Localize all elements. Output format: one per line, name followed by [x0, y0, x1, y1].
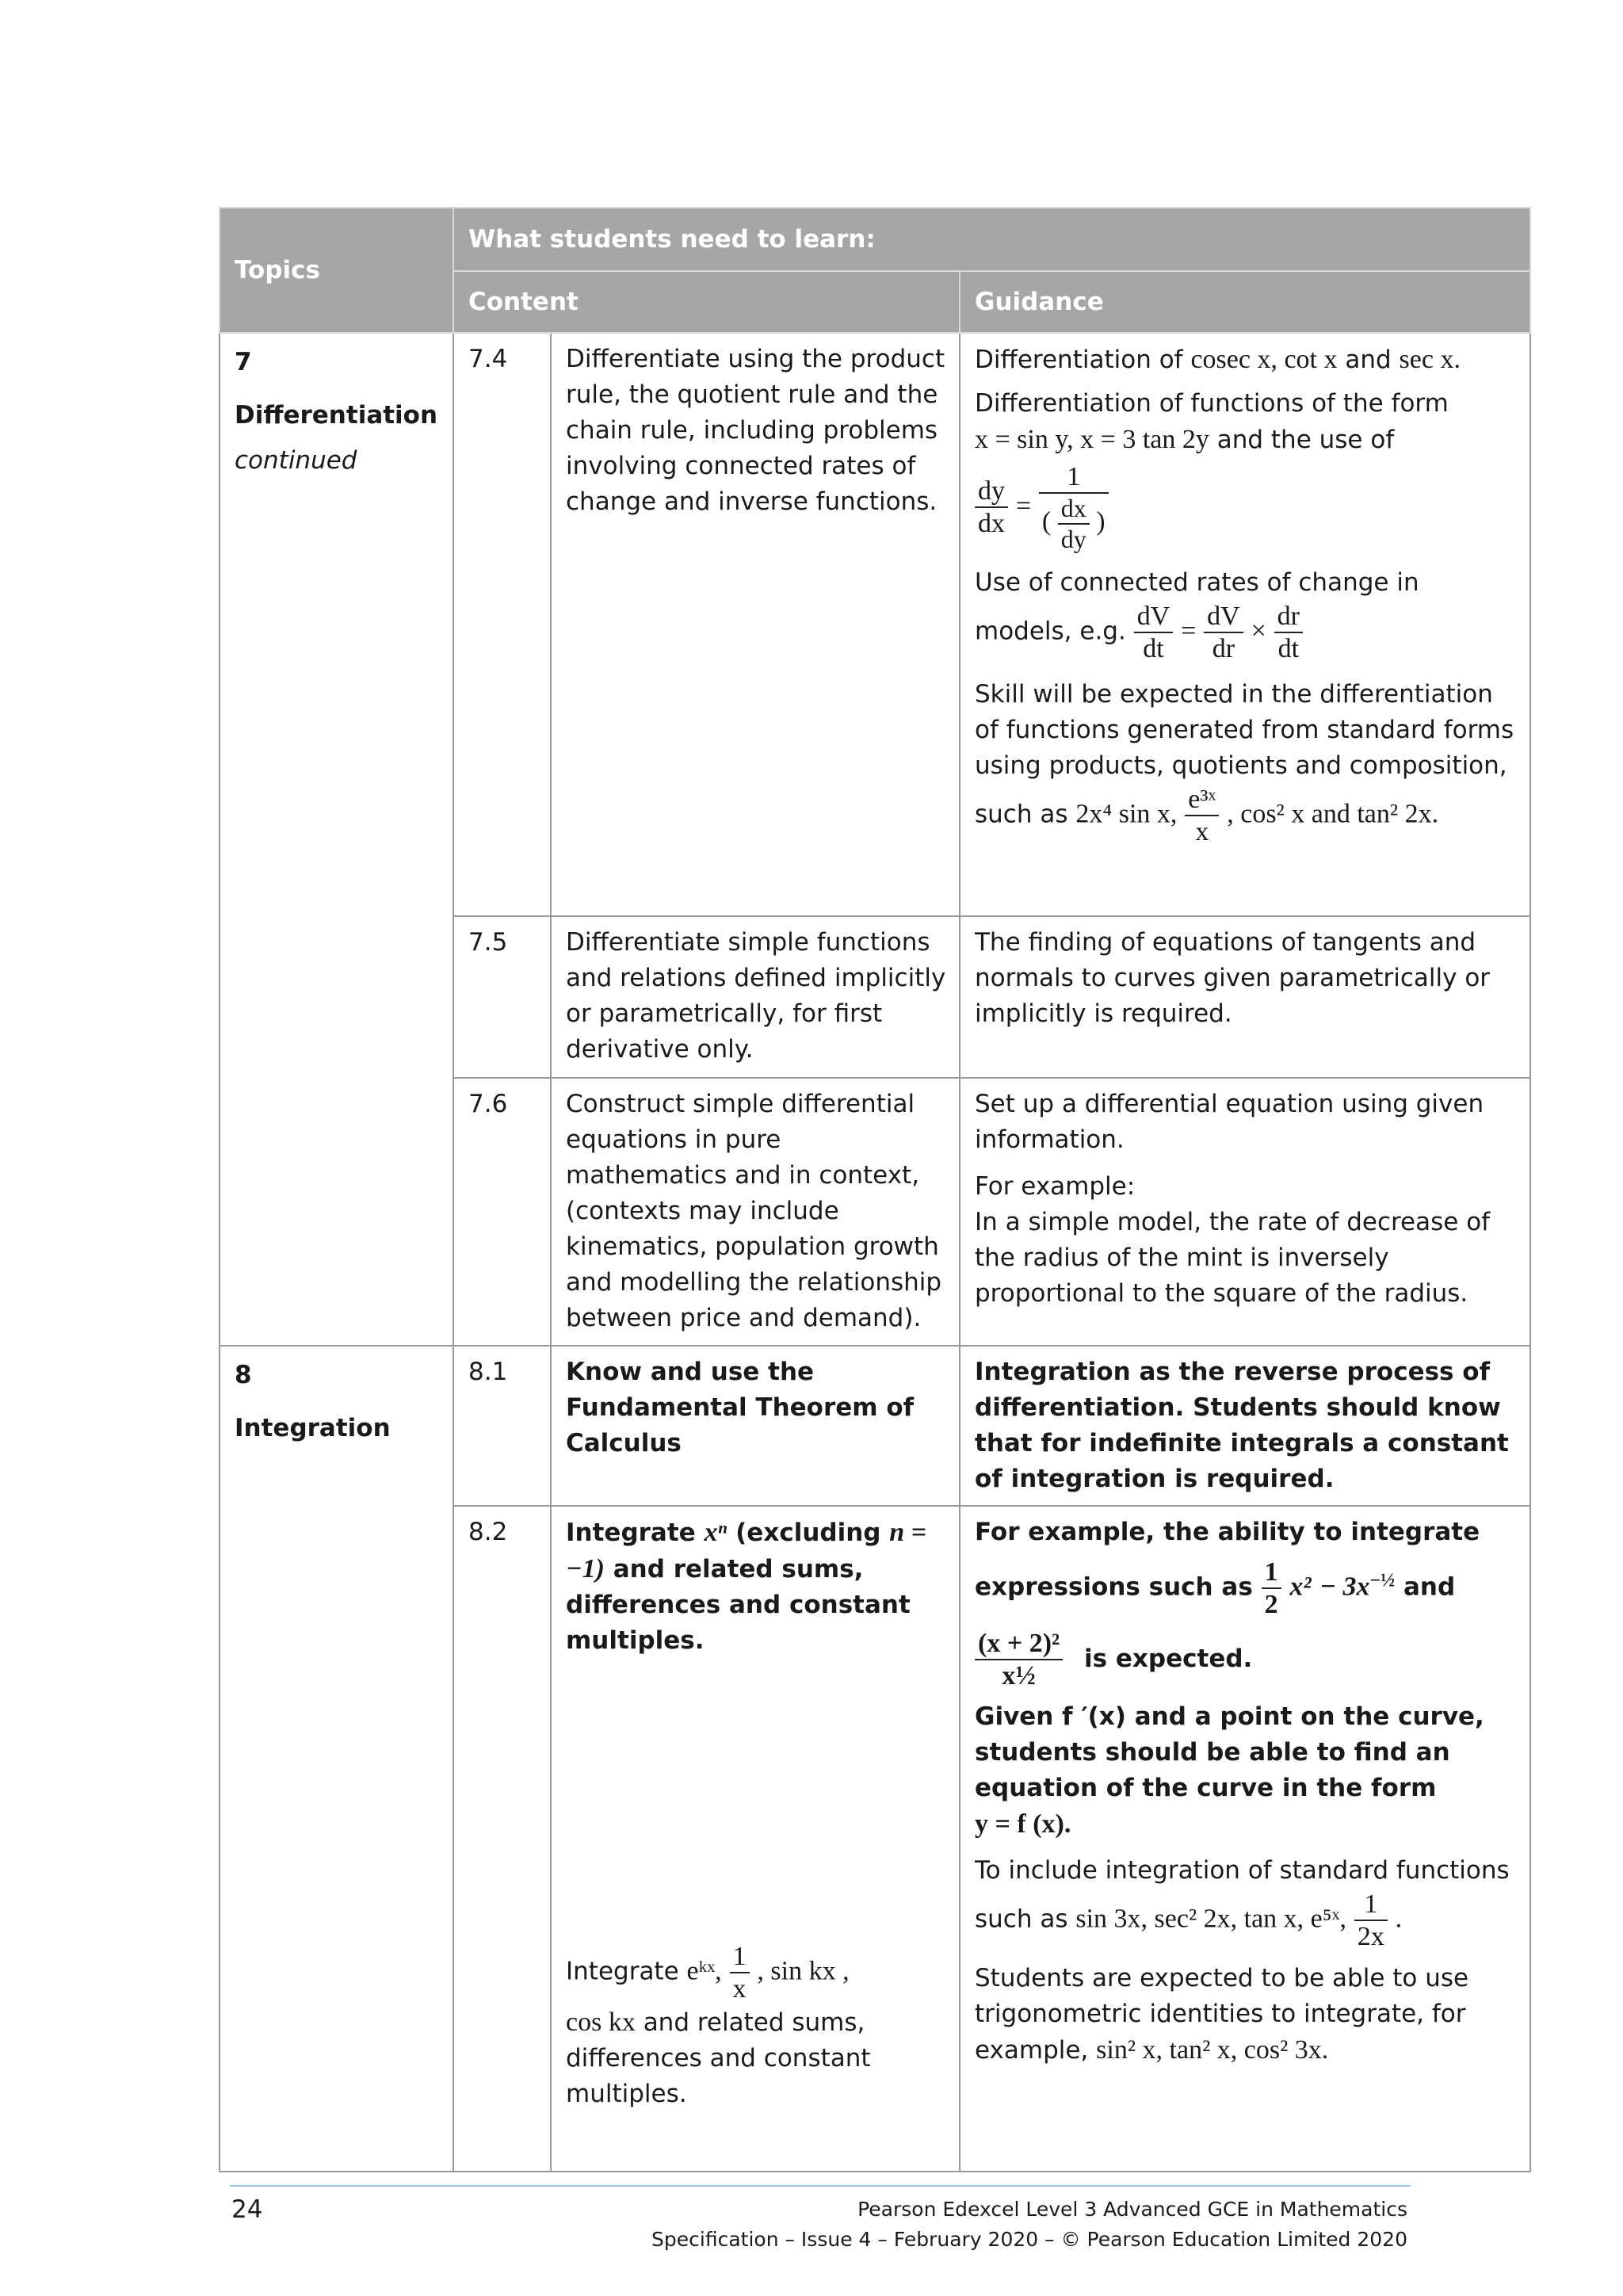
- guidance-7-5: The finding of equations of tangents and normals to curves given parametrically or implicitly is required.: [960, 916, 1530, 1078]
- footer-title: Pearson Edexcel Level 3 Advanced GCE in Mathematics: [857, 2198, 1407, 2221]
- standard-integrals-examples: such as sin 3x, sec² 2x, tan x, e⁵ˣ, $\frac{1}{2x}$ .: [975, 1889, 1403, 1952]
- topic-number: 8: [235, 1361, 252, 1389]
- content-7-4: Differentiate using the product rule, the quotient rule and the chain rule, including problems involving connected rates of change and inverse functions.: [551, 333, 960, 916]
- row-number-7-5: 7.5: [453, 916, 551, 1078]
- row-number-7-4: 7.4: [453, 333, 551, 916]
- topic-differentiation: [220, 333, 453, 1346]
- page-number: 24: [231, 2195, 263, 2224]
- integrate-standard-functions: Integrate eᵏˣ, $\frac{1}{x}$ , sin kx , cos kx and related sums, differences and constant multiples.: [566, 1942, 871, 2109]
- row-number-8-2: 8.2: [453, 1506, 551, 2172]
- header-guidance: Guidance: [960, 271, 1530, 333]
- topic-subtitle: continued: [235, 446, 357, 475]
- topic-integration: [220, 1346, 453, 2172]
- inverse-derivative-formula: $\frac{dy}{dx}$ = 1 ( $\frac{dx}{dy}$ ): [975, 461, 1518, 554]
- content-8-2: Integrate xⁿ (excluding n = −1) and related sums, differences and constant multiples. Integrate eᵏˣ, $\frac{1}{x}$ , sin kx , cos kx and related sums, differences and constant multiples.: [551, 1506, 960, 2172]
- header-topics: Topics: [220, 208, 453, 333]
- guidance-7-6: Set up a differential equation using given information. For example: In a simple model, the rate of decrease of the radius of the mint is inversely proportional to the square of the radius.: [960, 1078, 1530, 1346]
- content-7-6: Construct simple differential equations in pure mathematics and in context, (contexts may include kinematics, population growth and modelling the relationship between price and demand).: [551, 1078, 960, 1346]
- topic-number: 7: [235, 348, 252, 376]
- footer-divider: [230, 2185, 1411, 2187]
- topic-title: Integration: [235, 1414, 391, 1442]
- connected-rates-formula: models, e.g. $\frac{dV}{dt}$ = $\frac{dV}{dr}$ × $\frac{dr}{dt}$: [975, 601, 1518, 664]
- guidance-8-2: For example, the ability to integrate expressions such as $\frac{1}{2}$ $x^2 - 3x^{-\frac{1}{2}}$ and $\frac{\text{(x + 2)²}}{\text{x½}}$ is expected. Given f ′(x) and a point on the curve, students should be able to find an equation of the curve in the form y = f (x). To include integration of standard functions such as sin 3x, sec² 2x, tan x, e⁵ˣ, $\frac{1}{2x}$ . Students are expected to be able to use trigonometric identities to integrate, for example, sin² x, tan² x, cos² 3x.: [960, 1506, 1530, 2172]
- content-8-1: Know and use the Fundamental Theorem of Calculus: [551, 1346, 960, 1506]
- specification-table: [219, 207, 1531, 2172]
- header-content: Content: [453, 271, 960, 333]
- content-7-5: Differentiate simple functions and relations defined implicitly or parametrically, for first derivative only.: [551, 916, 960, 1078]
- topic-title: Differentiation: [235, 401, 438, 430]
- row-number-8-1: 8.1: [453, 1346, 551, 1506]
- integration-fraction-example: $\frac{\text{(x + 2)²}}{\text{x½}}$ is expected.: [975, 1628, 1518, 1691]
- guidance-7-4: Differentiation of cosec x, cot x and sec x. Differentiation of functions of the form x = sin y, x = 3 tan 2y and the use of $\frac{dy}{dx}$ = 1 ( $\frac{dx}{dy}$ ) Use of connected rates of change in models, e.g. $\frac{dV}{dt}$ = $\frac{dV}{dr}$ × $\frac{dr}{dt}$ Skill will be expected in the differentiation of functions generated from standard forms using products, quotients and composition, such as 2x⁴ sin x, $\frac{\text{e³ˣ}}{x}$ , cos² x and tan² 2x.: [960, 333, 1530, 916]
- integration-expression-example: expressions such as $\frac{1}{2}$ $x^2 - 3x^{-\frac{1}{2}}$ and: [975, 1557, 1456, 1620]
- guidance-8-1: Integration as the reverse process of differentiation. Students should know that for indefinite integrals a constant of integration is required.: [960, 1346, 1530, 1506]
- header-what-students: What students need to learn:: [453, 208, 1530, 271]
- standard-forms-examples: such as 2x⁴ sin x, $\frac{\text{e³ˣ}}{x}$ , cos² x and tan² 2x.: [975, 784, 1439, 846]
- footer-specification: Specification – Issue 4 – February 2020 – © Pearson Education Limited 2020: [651, 2228, 1407, 2251]
- row-number-7-6: 7.6: [453, 1078, 551, 1346]
